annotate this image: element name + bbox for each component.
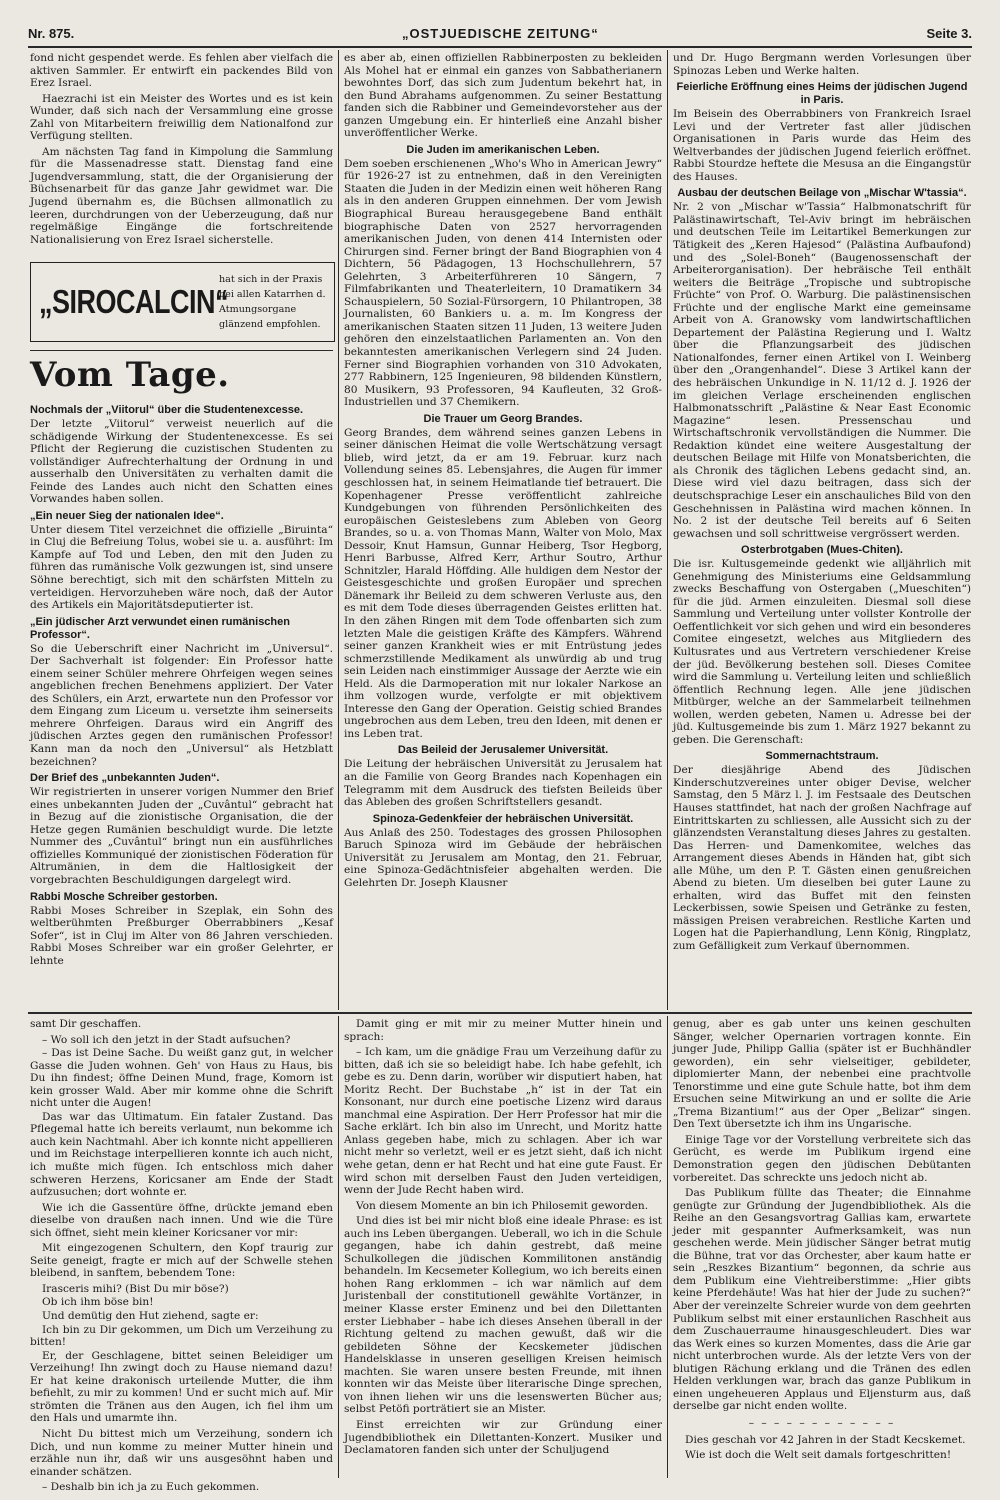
column-2 bbox=[344, 52, 662, 1008]
article-text: fond nicht gespendet werde. Es fehlen aber vielfach die aktiven Sammler. Er entwirft ein packendes Bild von Erez Israel. bbox=[30, 52, 333, 90]
news-headline: Das Beileid der Jerusalemer Universität. bbox=[397, 744, 609, 757]
feuilleton-text: Ich bin zu Dir gekommen, um Dich um Verzeihung zu bitten! bbox=[30, 1323, 333, 1349]
news-text: Dem soeben erschienenen „Who's Who in American Jewry“ für 1926-27 ist zu entnehmen, daß in den Vereinigten Staaten die Juden in der Medizin einen weit höheren Rang als in den anderen Gruppen einnehmen. Der vom Jewish Biographical Bureau herausgegebene Band enthält biographische Daten von 2527 hervorragenden amerikanischen Juden, von denen 414 Internisten oder Chirurgen sind. Ferner bringt der Band Biographien von 4 Dichtern, 56 Pädagogen, 13 Hochschullehrern, 57 Gelehrten, 3 Arbeiterführeren 10 Sängern, 7 Filmfabrikanten und Theaterleitern, 10 Dramatikern 34 Schauspielern, 50 Sozial-Fürsorgern, 10 Philantropen, 38 Journalisten, 60 Bankiers u. a. m. Im Kongress der amerikanischen Staaten sitzen 11 Juden, 13 weitere Juden gehören den einzelstaatlichen Parlamenten an. Von den bekanntesten amerikanischen Verlegern sind 24 Juden. Ferner sind Biographien vorhanden von 310 Advokaten, 277 Rabbinern, 125 Ingenieuren, 98 bildenden Künstlern, 80 Musikern, 93 Professoren, 94 Kaufleuten, 32 Groß-Industriellen und 37 Chemikern. bbox=[344, 157, 662, 409]
article-text: es aber ab, einen offiziellen Rabbinerposten zu bekleiden Als Mohel hat er einmal ein ganzes von Sabbatherianern bewohntes Dorf, das sich zum Judentum bekehrt hat, in den Bund Abrahams aufgenommen. Zu seiner Bestattung fanden sich die Rabbiner und Gemeindevorsteher aus der ganzen Umgebung ein. Er hinterließ eine Anzahl bisher unveröffentlicher Werke. bbox=[344, 52, 662, 140]
feuilleton-text: – Deshalb bin ich ja zu Euch gekommen. bbox=[42, 1481, 260, 1494]
feuilleton-text: genug, aber es gab unter uns keinen geschulten Sänger, welcher Opernarien vortragen konnte. Ein junger Jude, Philipp Gallia (später ist er Buchhändler geworden), ein sehr vielseitiger, gebildeter, diplomierter Mann, der nebenbei eine prachtvolle Tenorstimme und eine gute Schule hatte, bot ihm dem Ersuchen seine Mitwirkung an und er sollte die Arie „Trema Bizantium!“ aus der Oper „Belizar“ singen. Den Text übersetzte ich ihm ins Ungarische. bbox=[673, 1018, 971, 1131]
column-divider bbox=[667, 50, 668, 1010]
news-text: Nr. 2 von „Mischar w'Tassia“ Halbmonatschrift für Palästinawirtschaft, Tel-Aviv bringt im hebräischen und deutschen Teile im Leitartikel Bemerkungen zur Tätigkeit des „Keren Hajesod“ (Palästina Aufbaufond) und des „Solel-Boneh“ (Baugenossenschaft der Arbeiterorganisation). Der hebräische Teil enthält weiters die Beiträge „Tropische und subtropische Früchte“ von Prof. O. Warburg. Die palästinensischen Früchte und der englische Markt eine gemeinsame Arbeit von A. Granowsky vom landwirtschaftlichen Departement der Palästina Regierung und I. Waltz über die Pflanzungsarbeit des jüdischen Nationalfondes, ferner einen Artikel von I. Weinberg über den „Orangenhandel“. Diese 3 Artikel kann der des hebräischen Unkundige in N. 11/12 d. J. 1926 der im gleichen Verlage erscheinenden englischen Halbmonatsschrift „Palästine & Near East Economic Magazine“ lesen. Pressenschau und Wirtschaftschronik vervollständigen die Nummer. Die Redaktion kündet eine weitere Ausgestaltung der deutschen Beilage mit Hilfe von Monatsberichten, die als Chronik des täglichen Lebens gedacht sind, an. Diese wird viel dazu beitragen, dass sich der deutschsprachige Leser ein anschauliches Bild von den Geschehnissen in Palästina wird machen können. In No. 2 ist der deutsche Teil bereits auf 6 Seiten gewachsen und soll schrittweise vergrössert werden. bbox=[673, 201, 971, 540]
feuilleton-text: Ob ich ihm böse bin! bbox=[42, 1296, 154, 1309]
news-text: Im Beisein des Oberrabbiners von Frankreich Israel Levi und der Vertreter fast aller jüdischen Organisationen in Paris wurde das Heim des Weltverbandes der jüdischen Jugend feierlich eröffnet. Rabbi Stourdze heftete die Mesusa an die Eingangstür des Hauses. bbox=[673, 108, 971, 183]
news-text: Rabbi Moses Schreiber in Szeplak, ein Sohn des weltberühmten Preßburger Oberrabbiners „Kesaf Sofer“, ist in Cluj im Alter von 86 Jahren verschieden. Rabbi Moses Schreiber war ein großer Gelehrter, er lehnte bbox=[30, 904, 333, 967]
feuilleton-text: Und dies ist bei mir nicht bloß eine ideale Phrase: es ist auch ins Leben übergangen. Ueberall, wo ich in die Schule gegangen, habe ich dahin gestrebt, daß meine Schulkollegen die jüdischen Kommilitonen anständig behandeln. Im Kecsemeter Kollegium, wo ich bereits einen hohen Rang erklommen – ich war nämlich auf dem Juristenball der constitutionell gewählte Vortänzer, in meiner Klasse erster Eminenz und bei den Dilettanten erster Liebhaber – habe ich dieses Ansehen überall in der Richtung geltend zu machen gewußt, daß wir die gebildeten Söhne der Kecskemeter jüdischen Handelsklasse in unseren geselligen Kreisen heimisch machten. Sie waren unsere besten Freunde, mit ihnen konnten wir das Meiste über literarische Dinge sprechen, von ihnen liehen wir uns die lesenswerten Bücher aus; selbst Petöfi porträtiert sie an Mister. bbox=[344, 1215, 662, 1416]
page-number: Seite 3. bbox=[926, 25, 972, 41]
feuilleton-text: Nicht Du bittest mich um Verzeihung, sondern ich Dich, und nun komme zu meiner Mutter hinein und erzähle nun ihr, daß wir uns ausgesöhnt haben und einander schätzen. bbox=[30, 1427, 333, 1478]
feuilleton-column-3 bbox=[673, 1018, 971, 1478]
news-headline: Die Juden im amerikanischen Leben. bbox=[406, 143, 600, 156]
news-text: Der diesjährige Abend des Jüdischen Kinderschutzvereines unter obiger Devise, welcher Samstag, den 5 März l. J. im Festsaale des Deutschen Hauses stattfindet, hat nach der großen Nachfrage auf Eintrittskarten zu schliessen, alle Aussicht sich zu der glänzendsten Veranstaltung dieses Jahres zu gestalten. Das Herren- und Damenkomitee, welches das Arrangement dieses Abends in Händen hat, gibt sich alle Mühe, um den P. T. Gästen einen genußreichen Abend zu bieten. Um dieselben bei guter Laune zu erhalten, wird das Buffet mit den feinsten Leckerbissen, sowie Speisen und Getränke zu festen, mässigen Preisen verabreichen. Restliche Karten und Logen hat die Papierhandlung, Lenn König, Ringplatz, zum Gefälligkeit zum Verkauf übernommen. bbox=[673, 764, 971, 952]
feuilleton-text: samt Dir geschaffen. bbox=[30, 1018, 142, 1030]
feuilleton-column-2 bbox=[344, 1018, 662, 1478]
news-text: So die Ueberschrift einer Nachricht im „Universul“. Der Sachverhalt ist folgender: Ein Professor hatte einem seiner Schüler mehrere Ohrfeigen wegen seines angeblichen frechen Benehmens appliziert. Der Vater des Schülers, ein Arzt, erwartete nun den Professor vor dem Eingang zum Liceum u. versetzte ihm seinerseits mehrere Ohrfeigen. Daraus wird ein Angriff des jüdischen Arztes gegen den rumänischen Professor! Kann man da noch den „Universul“ als Hetzblatt bezeichnen? bbox=[30, 642, 333, 768]
column-divider bbox=[338, 1016, 339, 1478]
feuilleton-text: Das war das Ultimatum. Ein fataler Zustand. Das Pflegemal hatte ich bereits verlaumt, nun bekomme ich auch kein Nachtmahl. Aber ich konnte nicht appellieren und im Reichstage interpellieren konnte ich auch nicht, ich mußte mich fügen. Ich entschloss mich daher schweren Herzens, Koricsaner am Ende der Stadt aufzusuchen; dort wohnte er. bbox=[30, 1110, 333, 1199]
news-text: Die isr. Kultusgemeinde gedenkt wie alljährlich mit Genehmigung des Ministeriums eine Geldsammlung zwecks Beschaffung von Ostergaben („Mueschiten“) für die jüd. Armen einzuleiten. Diesmal soll diese Sammlung und Verteilung unter vollster Kontrolle der Oeffentlichkeit vor sich gehen und wird ein besonderes Comitee eingesetzt, welches aus Mitgliedern des Kultusrates und aus Vertretern verschiedener Kreise der jüd. Bevölkerung bestehen soll. Dieses Comitee wird die Sammlung u. Verteilung leiten und schließlich öffentlich Rechnung legen. Alle jene jüdischen Mitbürger, welche an der Sammelarbeit teilnehmen wollen, werden gebeten, Namen u. Adresse bei der jüd. Kultusgemeinde bis zum 1. März 1927 bekannt zu geben. Die Gerenschaft: bbox=[673, 558, 971, 746]
ad-brand: „SIROCALCIN“ bbox=[39, 282, 228, 321]
feuilleton-text: – Das ist Deine Sache. Du weißt ganz gut, in welcher Gasse die Juden wohnen. Geh' von Haus zu Haus, bis Du ihn findest; öffne Deinen Mund, frage, Komorn ist kein grosser Wald. Aber mir komme ohne die Schrift nicht unter die Augen! bbox=[30, 1047, 333, 1110]
feuilleton-text: Damit ging er mit mir zu meiner Mutter hinein und sprach: bbox=[344, 1018, 662, 1043]
feuilleton-text: Und demütig den Hut ziehend, sagte er: bbox=[42, 1310, 259, 1323]
section-heading-vom-tage: Vom Tage. bbox=[30, 355, 230, 395]
article-text: Am nächsten Tag fand in Kimpolung die Sammlung für die Massenadresse statt. Dienstag fand eine Jugendversammlung, statt, die der Organisierung der Büchsenarbeit für das ganze Jahr gewidmet war. Die Jugend übernahm es, die Büchsen allmonatlich zu leeren, durchdrungen von der Ueberzeugung, daß nur regelmäßige Eingänge die fortschreitende Nationalisierung von Erez Israel sicherstelle. bbox=[30, 145, 333, 246]
separator-line: – – – – – – – – – – – – bbox=[748, 1416, 896, 1429]
issue-number: Nr. 875. bbox=[28, 25, 75, 41]
feuilleton-text: Mit eingezogenen Schultern, den Kopf traurig zur Seite geneigt, fragte er mich auf der Schwelle stehen bleibend, in sanftem, bebendem Tone: bbox=[30, 1242, 333, 1280]
page-header bbox=[28, 22, 972, 44]
news-headline: Feierliche Eröffnung eines Heims der jüdischen Jugend in Paris. bbox=[676, 81, 968, 107]
news-text: Der letzte „Viitorul“ verweist neuerlich auf die schädigende Wirkung der Studentenexcesse. Es sei Pflicht der Regierung die cuzistischen Studenten zu vollständiger Aufrechterhaltung der Ordnung in und ausserhalb den Universitäten zu verhalten damit die Feinde des Landes auch nicht den Schatten eines Vorwandes haben sollen. bbox=[30, 418, 333, 506]
news-headline: Nochmals der „Viitorul“ über die Studentenexcesse. bbox=[30, 404, 304, 416]
feuilleton-text: Von diesem Momente an bin ich Philosemit geworden. bbox=[356, 1199, 649, 1212]
feuilleton-text: Irasceris mihi? (Bist Du mir böse?) bbox=[42, 1282, 229, 1295]
news-text: Unter diesem Titel verzeichnet die offizielle „Biruinta“ in Cluj die Befreiung Tolus, wobei sie u. a. ausführt: Im Kampfe auf Tod und Leben, den mit den Juden zu führen das rumänische Volk gezwungen ist, sind unsere Söhne berechtigt, sich mit den schärfsten Mitteln zu verteidigen. Hervorzuheben wäre noch, daß der Autor des Artikels ein Majoritätsdeputierter ist. bbox=[30, 523, 333, 612]
news-headline: Der Brief des „unbekannten Juden“. bbox=[30, 772, 220, 785]
column-1-news bbox=[30, 400, 333, 1008]
news-text: Aus Anlaß des 250. Todestages des grossen Philosophen Baruch Spinoza wird im Gebäude der hebräischen Universität zu Jerusalem am Montag, den 21. Februar, eine Spinoza-Gedächtnisfeier abgehalten werden. Die Gelehrten Dr. Joseph Klausner bbox=[344, 826, 662, 889]
feuilleton-text: Das Publikum füllte das Theater; die Einnahme genügte zur Gründung der Jugendbibliothek. Als die Reihe an den Gesangsvortrag Gallias kam, erwartete jeder mit gespannter Aufmerksamkeit, was nun geschehen werde. Mein jüdischer Sänger betrat mutig die Bühne, trat vor das Orchester, aber kaum hatte er sein „Reszkes Bizantium“ begonnen, da schrie aus dem Publikum eine Viehtreiberstimme: „Hier gibts keine Pferdehäute! Was hat hier der Jude zu suchen?“ Aber der vereinzelte Schreier wurde von dem geehrten Publikum selbst mit einer erstaunlichen Raschheit aus dem Zuschauerraume hinausgeschleudert. Dies war das Werk eines so kurzen Momentes, dass die Arie gar nicht unterbrochen wurde. Als der letzte Vers von der blutigen Rächung erklang und die Tränen des edlen Helden verklungen war, brach das ganze Publikum in einen ungeheueren Applaus und Eljensturm aus, daß derselbe gar nicht enden wollte. bbox=[673, 1187, 971, 1413]
article-text: und Dr. Hugo Bergmann werden Vorlesungen über Spinozas Leben und Werke halten. bbox=[673, 52, 971, 77]
news-text: Georg Brandes, dem während seines ganzen Lebens in seiner dänischen Heimat die volle Wertschätzung versagt blieb, wird jetzt, da er am 19. Februar. kurz nach Vollendung seines 85. Lebensjahres, die Augen für immer geschlossen hat, in seinem Heimatlande tief betrauert. Die Kopenhagener Presse veröffentlicht zahlreiche Kundgebungen von führenden Persönlichkeiten des europäischen Geisteslebens zum Ableben von Georg Brandes, so u. a. von Thomas Mann, Walter von Molo, Max Dessoir, Knut Hamsun, Gunnar Heiberg, Tsor Hegborg, Henri Barbusse, Alfred Kerr, Arthur Soutro, Arthur Schnitzler, Harald Höffding. Alle huldigen dem Nestor der Geistesgeschichte und großen Europäer und sprechen Dänemark ihr Beileid zu dem schweren Verluste aus, den es mit dem Tode dieses überragenden Geistes erlitten hat. In den zähen Ringen mit dem Tode offenbarten sich zum letzten Male die geistigen Kräfte des Kämpfers. Während seiner ganzen Krankheit wies er mit Entrüstung jedes schmerzstillende Medikament als unwürdig ab und trug sein Leiden nach einstimmiger Aussage der Aerzte wie ein Held. Als die Darmoperation mit nur lokaler Narkose an ihm vollzogen wurde, verfolgte er mit objektivem Interesse den Gang der Operation. Geistig schied Brandes ungebrochen aus dem Leben, treu den Ideen, mit denen er ins Leben trat. bbox=[344, 426, 662, 740]
feuilleton-text: – Wo soll ich den jetzt in der Stadt aufsuchen? bbox=[42, 1033, 291, 1046]
news-headline: Die Trauer um Georg Brandes. bbox=[423, 412, 583, 425]
feuilleton-text: Wie ist doch die Welt seit damals fortgeschritten! bbox=[685, 1449, 952, 1462]
column-divider bbox=[338, 50, 339, 1010]
column-divider bbox=[667, 1016, 668, 1478]
header-rule bbox=[28, 46, 972, 48]
news-headline: Rabbi Mosche Schreiber gestorben. bbox=[30, 890, 218, 903]
article-text: Haezrachi ist ein Meister des Wortes und es ist kein Wunder, daß sich nach der Versammlung eine grosse Zahl von Mitarbeitern freiwillig dem Nationalfond zur Verfügung stellten. bbox=[30, 92, 333, 143]
feuilleton-text: Dies geschah vor 42 Jahren in der Stadt Kecskemet. bbox=[685, 1433, 966, 1446]
news-headline: „Ein neuer Sieg der nationalen Idee“. bbox=[30, 509, 224, 522]
feuilleton-text: Er, der Geschlagene, bittet seinen Beleidiger um Verzeihung! Ihn zwingt doch zu Hause niemand dazu! Er hat keine drakonisch urteilende Mutter, die ihm befiehlt, zu mir zu kommen! Und er sucht mich auf. Mir strömten die Tränen aus den Augen, ich fiel ihm um den Hals und umarmte ihn. bbox=[30, 1349, 333, 1425]
feuilleton-text: Einige Tage vor der Vorstellung verbreitete sich das Gerücht, es werde im Publikum irgend eine Demonstration gegen den jüdischen Debütanten vorbereitet. Das schreckte uns jedoch nicht ab. bbox=[673, 1133, 971, 1184]
news-headline: Osterbrotgaben (Mues-Chiten). bbox=[741, 544, 903, 557]
feuilleton-text: Wie ich die Gassentüre öffne, drückte jemand eben dieselbe von draußen nach innen. Und wie die Türe sich öffnet, sieht mein kleiner Koricsaner vor mir: bbox=[30, 1201, 333, 1239]
news-headline: „Ein jüdischer Arzt verwundet einen rumänischen Professor“. bbox=[30, 615, 290, 641]
feuilleton-rule bbox=[28, 1012, 972, 1014]
newspaper-title: „OSTJUEDISCHE ZEITUNG“ bbox=[401, 25, 599, 41]
feuilleton-column-1 bbox=[30, 1018, 333, 1494]
section-rule bbox=[30, 350, 333, 351]
feuilleton-text: Einst erreichten wir zur Gründung einer Jugendbibliothek ein Dilettanten-Konzert. Musiker und Declamatoren fanden sich unter der Schuljugend bbox=[344, 1418, 662, 1457]
column-1-top bbox=[30, 52, 333, 258]
ad-description: hat sich in der Praxis bei allen Katarrhen d. Atmungsorgane glänzend empfohlen. bbox=[219, 274, 326, 330]
news-text: Die Leitung der hebräischen Universität zu Jerusalem hat an die Familie von Georg Brandes nach Kopenhagen ein Telegramm mit dem Ausdruck des tiefsten Beileids über das Ableben des großen Schriftstellers gesandt. bbox=[344, 758, 662, 809]
news-headline: Spinoza-Gedenkfeier der hebräischen Universität. bbox=[372, 812, 634, 825]
sirocalcin-advertisement bbox=[30, 262, 335, 342]
column-3 bbox=[673, 52, 971, 1008]
news-headline: Sommernachtstraum. bbox=[765, 750, 879, 763]
news-headline: Ausbau der deutschen Beilage von „Mischar W'tassia“. bbox=[677, 187, 967, 200]
feuilleton-text: – Ich kam, um die gnädige Frau um Verzeihung dafür zu bitten, daß ich sie so beleidigt habe. Ich habe gefehlt, ich gebe es zu. Denn darin, worüber wir disputiert haben, hat Moritz Recht. Der Buchstabe „h“ ist in der Tat ein Konsonant, nur durch eine poetische Lizenz wird daraus manchmal eine Aspiration. Der Herr Professor hat mir die Sache erklärt. Ich bin also im Unrecht, und Moritz hatte Anlass gegeben habe, mich zu schlagen. Aber ich war nicht mehr so verletzt, weil er es jetzt sieht, daß ich nicht wehe getan, denn er hat Recht und hat eine gute Faust. Er wird schon mit derselben Faust den Juden verteidigen, wenn der Jude Recht haben wird. bbox=[344, 1046, 662, 1197]
news-text: Wir registrierten in unserer vorigen Nummer den Brief eines unbekannten Juden der „Cuvântul“ gebracht hat in Bezug auf die zionistische Organisation, die der Hetze gegen Rumänien beschuldigt wurde. Die letzte Nummer des „Cuvântul“ bringt nun ein ausführliches offizielles Kommuniqué der zionistischen Föderation für Altrumänien, in dem die Haltlosigkeit der vorgebrachten Beschuldigungen dargelegt wird. bbox=[30, 786, 333, 886]
